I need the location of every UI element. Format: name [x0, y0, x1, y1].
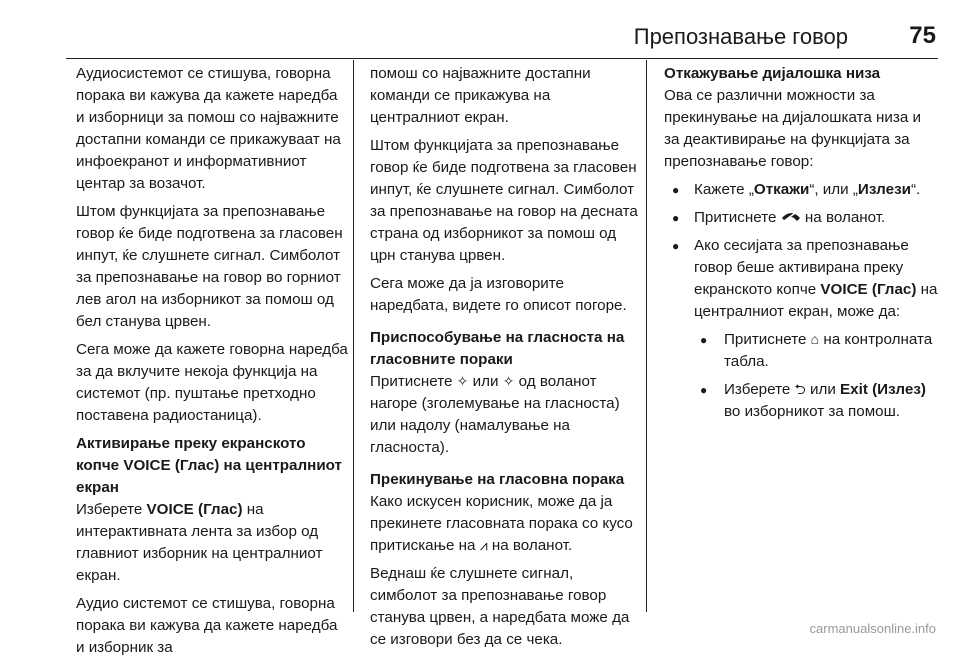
section-heading: Активирање преку екранското копче VOICE (Глас) на централниот екран [76, 435, 342, 496]
column-divider [353, 60, 354, 612]
paragraph: Веднаш ќе слушнете сигнал, симболот за препознавање говор станува црвен, а наредбата може да се изговори без да се чека. [370, 565, 630, 648]
section-heading: Прекинување на гласовна порака [370, 471, 625, 488]
section-heading: Откажување дијалошка низа [664, 65, 881, 82]
hang-up-icon [781, 210, 801, 224]
list-item: ● Притиснете ⌂ на контролната табла. [694, 329, 940, 373]
page-header [0, 0, 960, 52]
column-right [664, 63, 940, 429]
column-divider [646, 60, 647, 612]
back-arrow-icon: ⮌ [794, 381, 806, 397]
paragraph: Аудио системот се стишува, говорна порака ви кажува да кажете наредба и изборник за [76, 595, 338, 656]
voice-control-icon: ⩘ [479, 537, 488, 553]
section-heading: Приспособување на гласноста на гласовните пораки [370, 329, 625, 368]
header-rule [66, 58, 938, 59]
sub-list [694, 329, 940, 423]
paragraph: Ова се различни можности за прекинување на дијалошката низа и за деактивирање на функцијата за препознавање говор: [664, 87, 921, 170]
page-title: Препознавање говор [633, 24, 848, 49]
volume-up-icon: ✧ [456, 373, 469, 389]
paragraph: Притиснете ✧ или ✧ од воланот нагоре (зголемување на гласноста) или надолу (намалување на гласноста). [370, 373, 620, 456]
list-item: ● Кажете „Откажи“, или „Излези“. [664, 179, 940, 201]
home-icon: ⌂ [810, 331, 820, 347]
volume-down-icon: ✧ [502, 373, 515, 389]
paragraph: Изберете VOICE (Глас) на интерактивната лента за избор од главниот изборник на централниот екран. [76, 501, 323, 584]
column-left [76, 63, 348, 665]
option-list [664, 179, 940, 423]
paragraph: помош со најважните достапни команди се прикажува на централниот екран. [370, 65, 591, 126]
paragraph: Штом функцијата за препознавање говор ќе биде подготвена за гласовен инпут, ќе слушнете сигнал. Симболот за препознавање на говор на десната страна од изборникот за помош од црн станува црвен. [370, 137, 638, 264]
page-number: 75 [909, 22, 936, 49]
paragraph: Штом функцијата за препознавање говор ќе биде подготвена за гласовен инпут, ќе слушнете сигнал. Симболот за препознавање на говор во горниот лев агол на изборникот за помош од бел станува црвен. [76, 203, 343, 330]
paragraph: Сега може да кажете говорна наредба за да вклучите некоја функција на системот (пр. пуштање претходно поставена радиостаница). [76, 341, 348, 424]
column-middle [370, 63, 638, 657]
list-item: ● Ако сесијата за препознавање говор беше активирана преку екранското копче VOICE (Глас) на централниот екран, може да: ● Притиснете ⌂ на контролната табла. ● Изберете ⮌ или Exit (Излез) во изборникот за помош. [664, 235, 940, 423]
list-item: ● Притиснете на воланот. [664, 207, 940, 229]
paragraph: Аудиосистемот се стишува, говорна порака ви кажува да кажете наредба и изборници за помош со најважните достапни команди се прикажуваат на инфоекранот и информативниот центар за возачот. [76, 65, 341, 192]
watermark: carmanualsonline.info [809, 621, 936, 636]
paragraph: Сега може да ја изговорите наредбата, видете го описот погоре. [370, 275, 627, 314]
paragraph: Како искусен корисник, може да ја прекинете гласовната порака со кусо притискање на ⩘ на воланот. [370, 493, 633, 554]
list-item: ● Изберете ⮌ или Exit (Излез) во изборникот за помош. [694, 379, 940, 423]
